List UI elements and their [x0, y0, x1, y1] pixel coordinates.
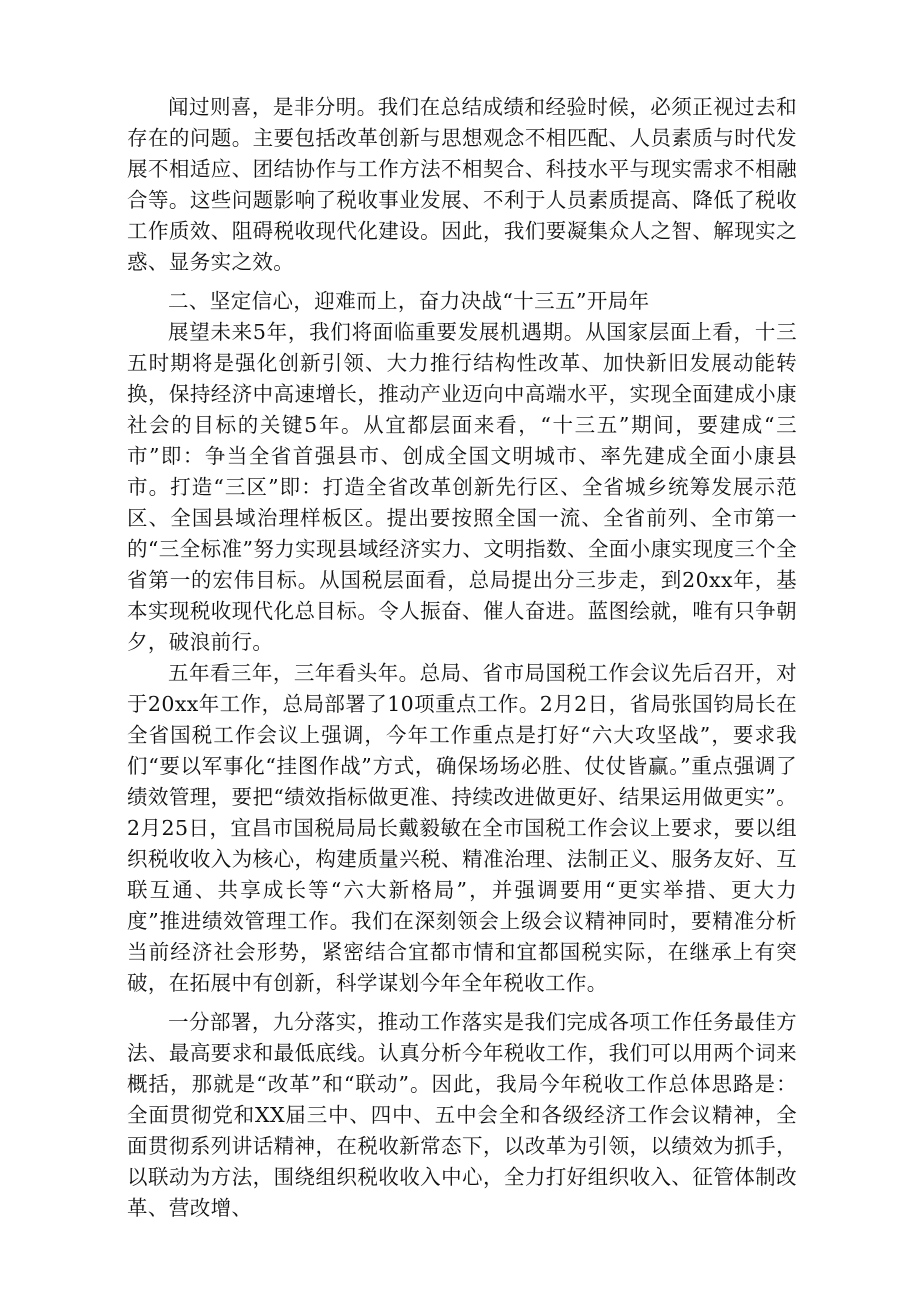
paragraph-reflection: 闻过则喜，是非分明。我们在总结成绩和经验时候，必须正视过去和存在的问题。主要包括改革创新与思想观念不相匹配、人员素质与时代发展不相适应、团结协作与工作方法不相契合、科技水平与现实需求不相融合等。这些问题影响了税收事业发展、不利于人员素质提高、降低了税收工作质效、阻碍税收现代化建设。因此，我们要凝集众人之智、解现实之惑、显务实之效。 [127, 95, 797, 274]
paragraph-implementation: 一分部署，九分落实，推动工作落实是我们完成各项工作任务最佳方法、最高要求和最低底线。认真分析今年税收工作，我们可以用两个词来概括，那就是“改革”和“联动”。因此，我局今年税收工作总体思路是：全面贯彻党和XX届三中、四中、五中会全和各级经济工作会议精神，全面贯彻系列讲话精神，在税收新常态下，以改革为引领，以绩效为抓手，以联动为方法，围绕组织税收收入中心，全力打好组织收入、征管体制改革、营改增、 [127, 1010, 797, 1220]
paragraph-outlook: 展望未来5年，我们将面临重要发展机遇期。从国家层面上看，十三五时期将是强化创新引领、大力推行结构性改革、加快新旧发展动能转换，保持经济中高速增长，推动产业迈向中高端水平，实现全面建成小康社会的目标的关键5年。从宜都层面来看，“十三五”期间，要建成“三市”即：争当全省首强县市、创成全国文明城市、率先建成全面小康县市。打造“三区”即：打造全省改革创新先行区、全省城乡统筹发展示范区、全国县域治理样板区。提出要按照全国一流、全省前列、全市第一的“三全标准”努力实现县域经济实力、文明指数、全面小康实现度三个全省第一的宏伟目标。从国税层面看，总局提出分三步走，到20xx年，基本实现税收现代化总目标。令人振奋、催人奋进。蓝图绘就，唯有只争朝夕，破浪前行。 [127, 320, 797, 654]
section-heading-2: 二、坚定信心，迎难而上，奋力决战“十三五”开局年 [168, 289, 650, 313]
document-page [127, 92, 797, 1224]
paragraph-deployment: 五年看三年，三年看头年。总局、省市局国税工作会议先后召开，对于20xx年工作，总局部署了10项重点工作。2月2日，省局张国钧局长在全省国税工作会议上强调，今年工作重点是打好“六大攻坚战”，要求我们“要以军事化“挂图作战”方式，确保场场必胜、仗仗皆赢。”重点强调了绩效管理，要把“绩效指标做更准、持续改进做更好、结果运用做更实”。2月25日，宜昌市国税局局长戴毅敏在全市国税工作会议上要求，要以组织税收收入为核心，构建质量兴税、精准治理、法制正义、服务友好、互联互通、共享成长等“六大新格局”，并强调要用“更实举措、更大力度”推进绩效管理工作。我们在深刻领会上级会议精神同时，要精准分析当前经济社会形势，紧密结合宜都市情和宜都国税实际，在继承上有突破，在拓展中有创新，科学谋划今年全年税收工作。 [127, 661, 797, 995]
